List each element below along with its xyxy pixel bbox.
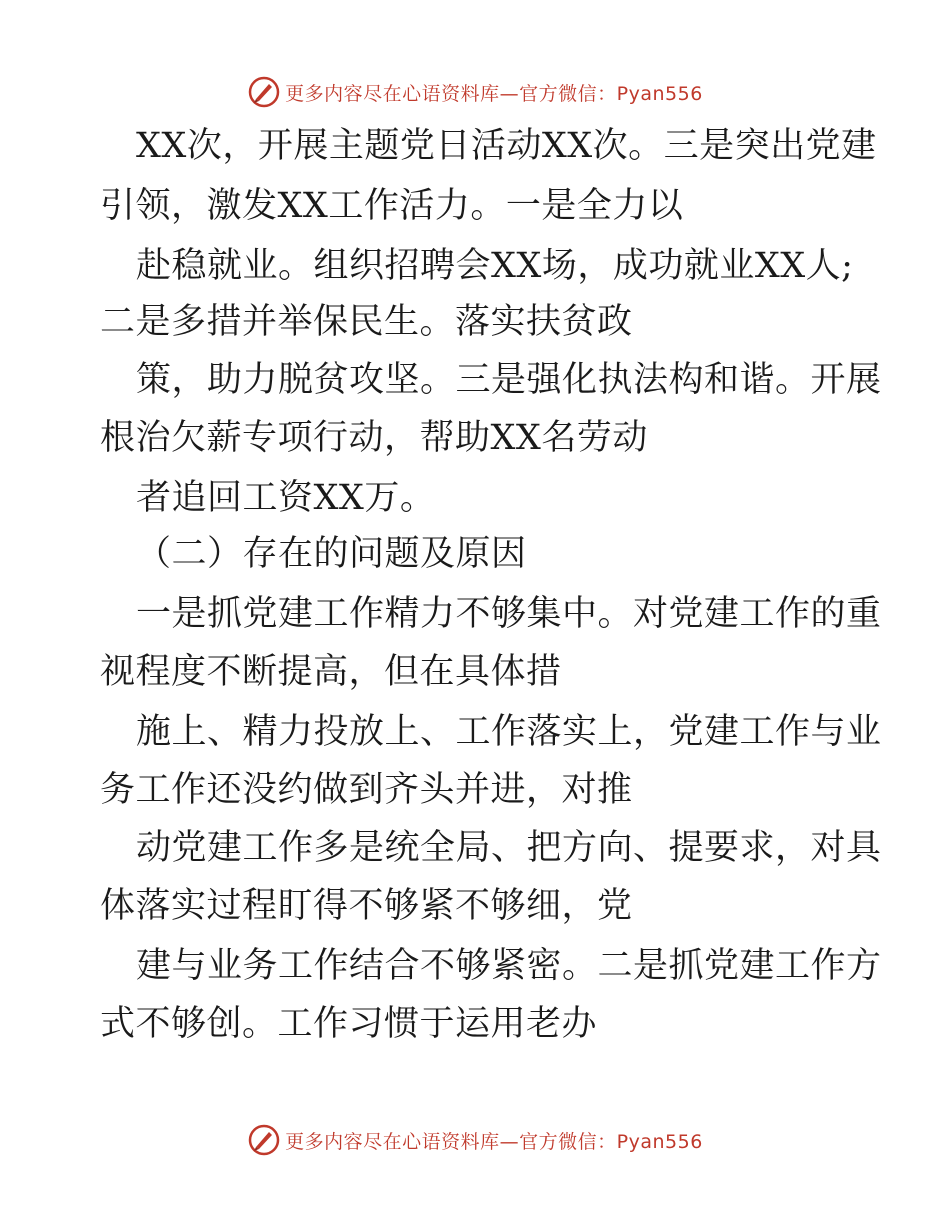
text-line: 二是多措并举保民生。落实扶贫政	[100, 302, 633, 342]
text-line: 体落实过程盯得不够紧不够细，党	[100, 886, 633, 926]
text-line: 一是抓党建工作精力不够集中。对党建工作的重	[136, 594, 882, 634]
text-line: 式不够创。工作习惯于运用老办	[100, 1004, 598, 1044]
footer-watermark-text: 更多内容尽在心语资料库—官方微信：Pyan556	[285, 1130, 703, 1153]
text-line: 赴稳就业。组织招聘会XX场，成功就业XX人;	[136, 246, 854, 286]
text-line: 务工作还没约做到齐头并进，对推	[100, 770, 633, 810]
text-line: 策，助力脱贫攻坚。三是强化执法构和谐。开展	[136, 360, 882, 400]
text-line: XX次，开展主题党日活动XX次。三是突出党建	[136, 126, 877, 166]
header-watermark-text: 更多内容尽在心语资料库—官方微信：Pyan556	[285, 82, 703, 105]
text-line: 者追回工资XX万。	[136, 478, 436, 518]
text-line: 建与业务工作结合不够紧密。二是抓党建工作方	[136, 946, 882, 986]
footer-watermark	[0, 1120, 950, 1160]
text-line: 引领，激发XX工作活力。一是全力以	[100, 186, 684, 226]
text-line: 视程度不断提高，但在具体措	[100, 652, 562, 692]
pen-seal-icon	[247, 1123, 281, 1157]
text-line: 动党建工作多是统全局、把方向、提要求，对具	[136, 828, 882, 868]
text-line: 施上、精力投放上、工作落实上，党建工作与业	[136, 712, 882, 752]
section-heading: （二）存在的问题及原因	[136, 534, 527, 574]
text-line: 根治欠薪专项行动，帮助XX名劳动	[100, 418, 648, 458]
